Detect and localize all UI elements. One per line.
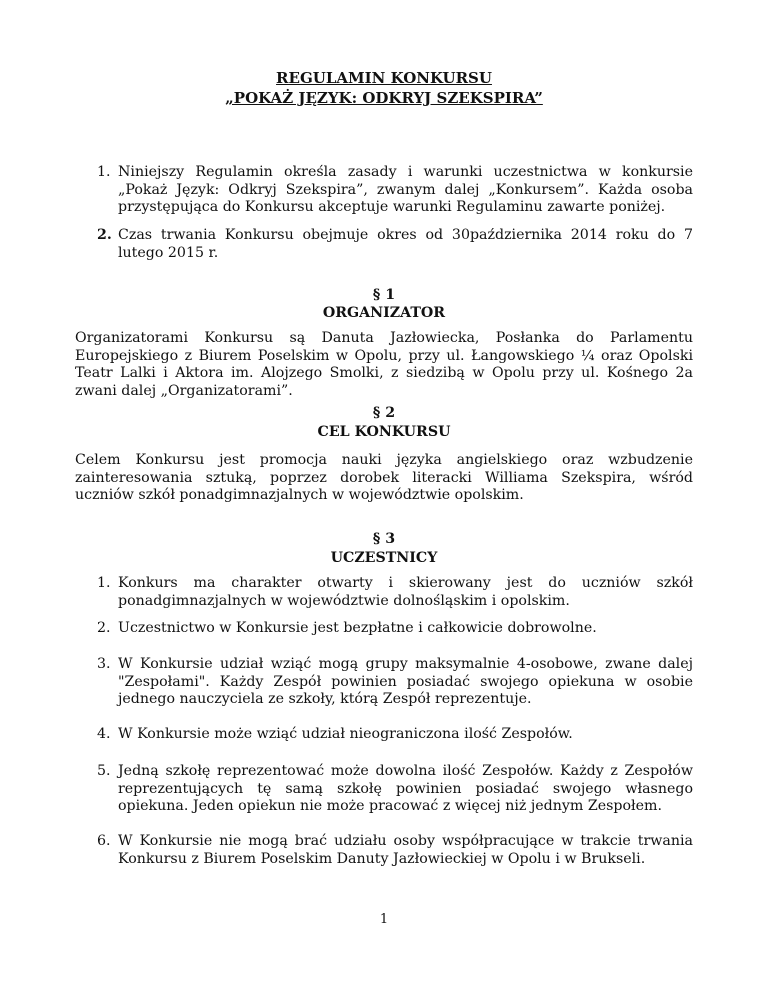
participants-item-5-text: Jedną szkołę reprezentować może dowolna ilość Zespołów. Każdy z Zespołów reprezentujących tę samą szkołę powinien posiadać swojego własnego opiekuna. Jeden opiekun nie może pracować z więcej niż jednym Zespołem. <box>118 763 693 814</box>
participants-item-1-number: 1. <box>97 575 111 591</box>
participants-item-2-text: Uczestnictwo w Konkursie jest bezpłatne i całkowicie dobrowolne. <box>118 620 597 636</box>
intro-item-2-number: 2. <box>97 227 112 243</box>
participants-item-2-number: 2. <box>97 620 111 636</box>
participants-item-3-text: W Konkursie udział wziąć mogą grupy maksymalnie 4-osobowe, zwane dalej "Zespołami". Każdy Zespół powinien posiadać swojego opiekuna w osobie jednego nauczyciela ze szkoły, którą Zespół reprezentuje. <box>118 656 693 707</box>
intro-item-1-number: 1. <box>97 164 111 180</box>
participants-item-6-text: W Konkursie nie mogą brać udziału osoby współpracujące w trakcie trwania Konkursu z Biurem Poselskim Danuty Jazłowieckiej w Opolu i w Brukseli. <box>118 833 693 867</box>
participants-item-1-text: Konkurs ma charakter otwarty i skierowany jest do uczniów szkół ponadgimnazjalnych w województwie dolnośląskim i opolskim. <box>118 575 693 609</box>
section-1-heading: ORGANIZATOR <box>322 305 446 321</box>
section-1-text: Organizatorami Konkursu są Danuta Jazłowiecka, Posłanka do Parlamentu Europejskiego z Biurem Poselskim w Opolu, przy ul. Łangowskiego ¼ oraz Opolski Teatr Lalki i Aktora im. Alojzego Smolki, z siedzibą w Opolu przy ul. Kośnego 2a zwani dalej „Organizatorami”. <box>75 330 693 399</box>
section-2-text: Celem Konkursu jest promocja nauki języka angielskiego oraz wzbudzenie zainteresowania sztuką, poprzez dorobek literacki Williama Szekspira, wśród uczniów szkół ponadgimnazjalnych w województwie opolskim. <box>75 452 693 503</box>
section-3-number: § 3 <box>372 531 396 547</box>
intro-item-2-text: Czas trwania Konkursu obejmuje okres od 30października 2014 roku do 7 lutego 2015 r. <box>118 227 693 261</box>
document-title-line1: REGULAMIN KONKURSU <box>276 69 492 87</box>
section-3-heading: UCZESTNICY <box>330 550 438 566</box>
section-1-number: § 1 <box>372 287 396 303</box>
participants-item-6-number: 6. <box>97 833 111 849</box>
section-2-number: § 2 <box>372 405 396 421</box>
section-2-heading: CEL KONKURSU <box>317 424 451 440</box>
participants-item-5-number: 5. <box>97 763 111 779</box>
page-number: 1 <box>379 912 389 927</box>
participants-item-3-number: 3. <box>97 656 111 672</box>
document-title-line2: „POKAŻ JĘZYK: ODKRYJ SZEKSPIRA” <box>225 89 543 107</box>
participants-item-4-text: W Konkursie może wziąć udział nieograniczona ilość Zespołów. <box>118 726 573 742</box>
intro-item-1-text: Niniejszy Regulamin określa zasady i warunki uczestnictwa w konkursie „Pokaż Język: Odkryj Szekspira”, zwanym dalej „Konkursem”. Każda osoba przystępująca do Konkursu akceptuje warunki Regulaminu zawarte poniżej. <box>118 164 693 215</box>
participants-item-4-number: 4. <box>97 726 111 742</box>
